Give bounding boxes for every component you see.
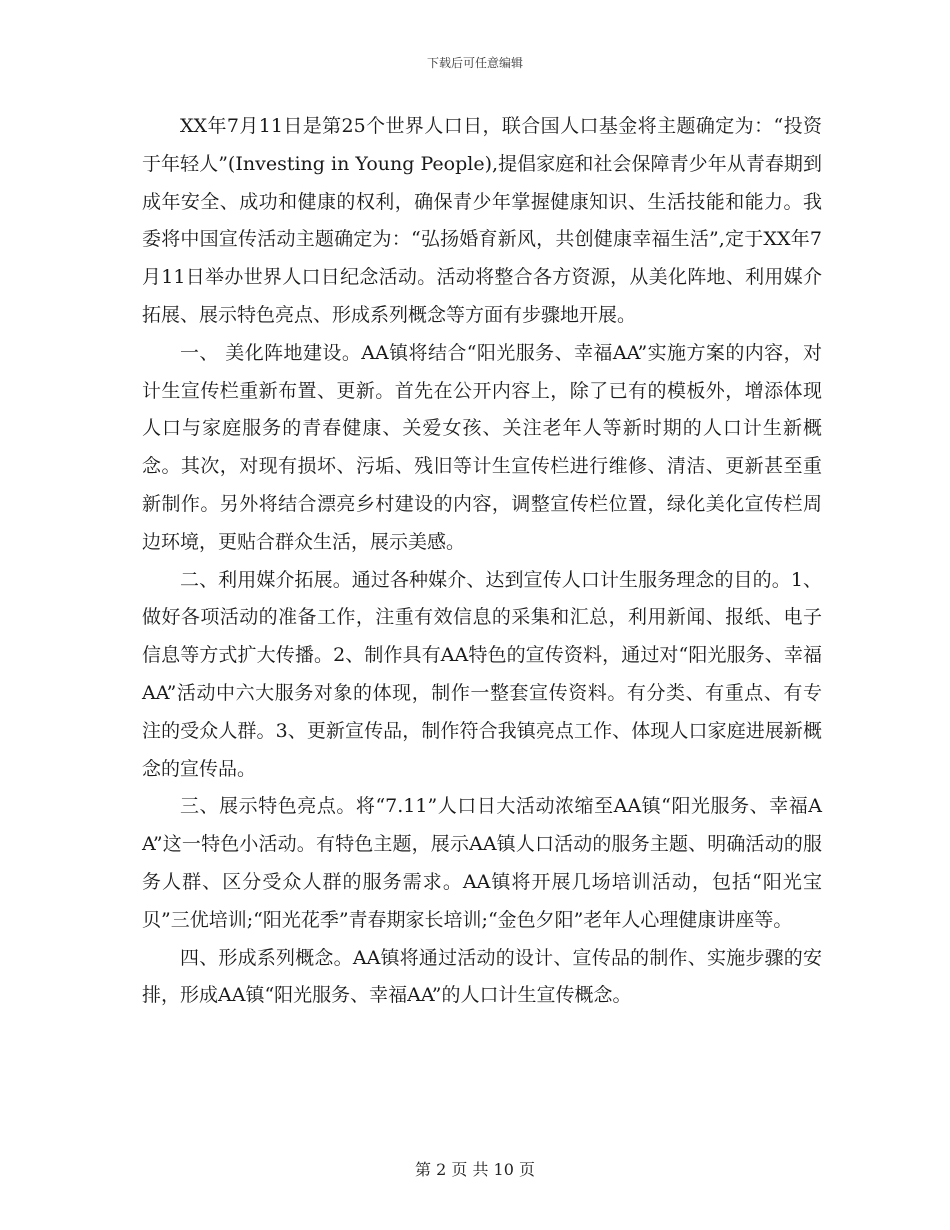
document-body [142,108,822,1015]
paragraph-section-4: 四、形成系列概念。AA镇将通过活动的设计、宣传品的制作、实施步骤的安排，形成AA镇“阳光服务、幸福AA”的人口计生宣传概念。 [142,946,822,1007]
paragraph-section-1: 一、 美化阵地建设。AA镇将结合“阳光服务、幸福AA”实施方案的内容，对计生宣传栏重新布置、更新。首先在公开内容上，除了已有的模板外，增添体现人口与家庭服务的青春健康、关爱女孩、关注老年人等新时期的人口计生新概念。其次，对现有损坏、污垢、残旧等计生宣传栏进行维修、清洁、更新甚至重新制作。另外将结合漂亮乡村建设的内容，调整宣传栏位置，绿化美化宣传栏周边环境，更贴合群众生活，展示美感。 [142,341,822,553]
page-footer: 第 2 页 共 10 页 [415,1160,535,1179]
paragraph-section-3: 三、展示特色亮点。将“7.11”人口日大活动浓缩至AA镇“阳光服务、幸福AA”这一特色小活动。有特色主题，展示AA镇人口活动的服务主题、明确活动的服务人群、区分受众人群的服务需求。AA镇将开展几场培训活动，包括“阳光宝贝”三优培训;“阳光花季”青春期家长培训;“金色夕阳”老年人心理健康讲座等。 [142,795,822,931]
paragraph-section-2: 二、利用媒介拓展。通过各种媒介、达到宣传人口计生服务理念的目的。1、做好各项活动的准备工作，注重有效信息的采集和汇总，利用新闻、报纸、电子信息等方式扩大传播。2、制作具有AA特色的宣传资料，通过对“阳光服务、幸福AA”活动中六大服务对象的体现，制作一整套宣传资料。有分类、有重点、有专注的受众人群。3、更新宣传品，制作符合我镇亮点工作、体现人口家庭进展新概念的宣传品。 [142,568,822,780]
page-header: 下载后可任意编辑 [426,56,523,70]
paragraph-intro: XX年7月11日是第25个世界人口日，联合国人口基金将主题确定为：“投资于年轻人”(Investing in Young People),提倡家庭和社会保障青少年从青春期到成年安全、成功和健康的权利，确保青少年掌握健康知识、生活技能和能力。我委将中国宣传活动主题确定为：“弘扬婚育新风，共创健康幸福生活”,定于XX年7月11日举办世界人口日纪念活动。活动将整合各方资源，从美化阵地、利用媒介拓展、展示特色亮点、形成系列概念等方面有步骤地开展。 [142,115,822,326]
